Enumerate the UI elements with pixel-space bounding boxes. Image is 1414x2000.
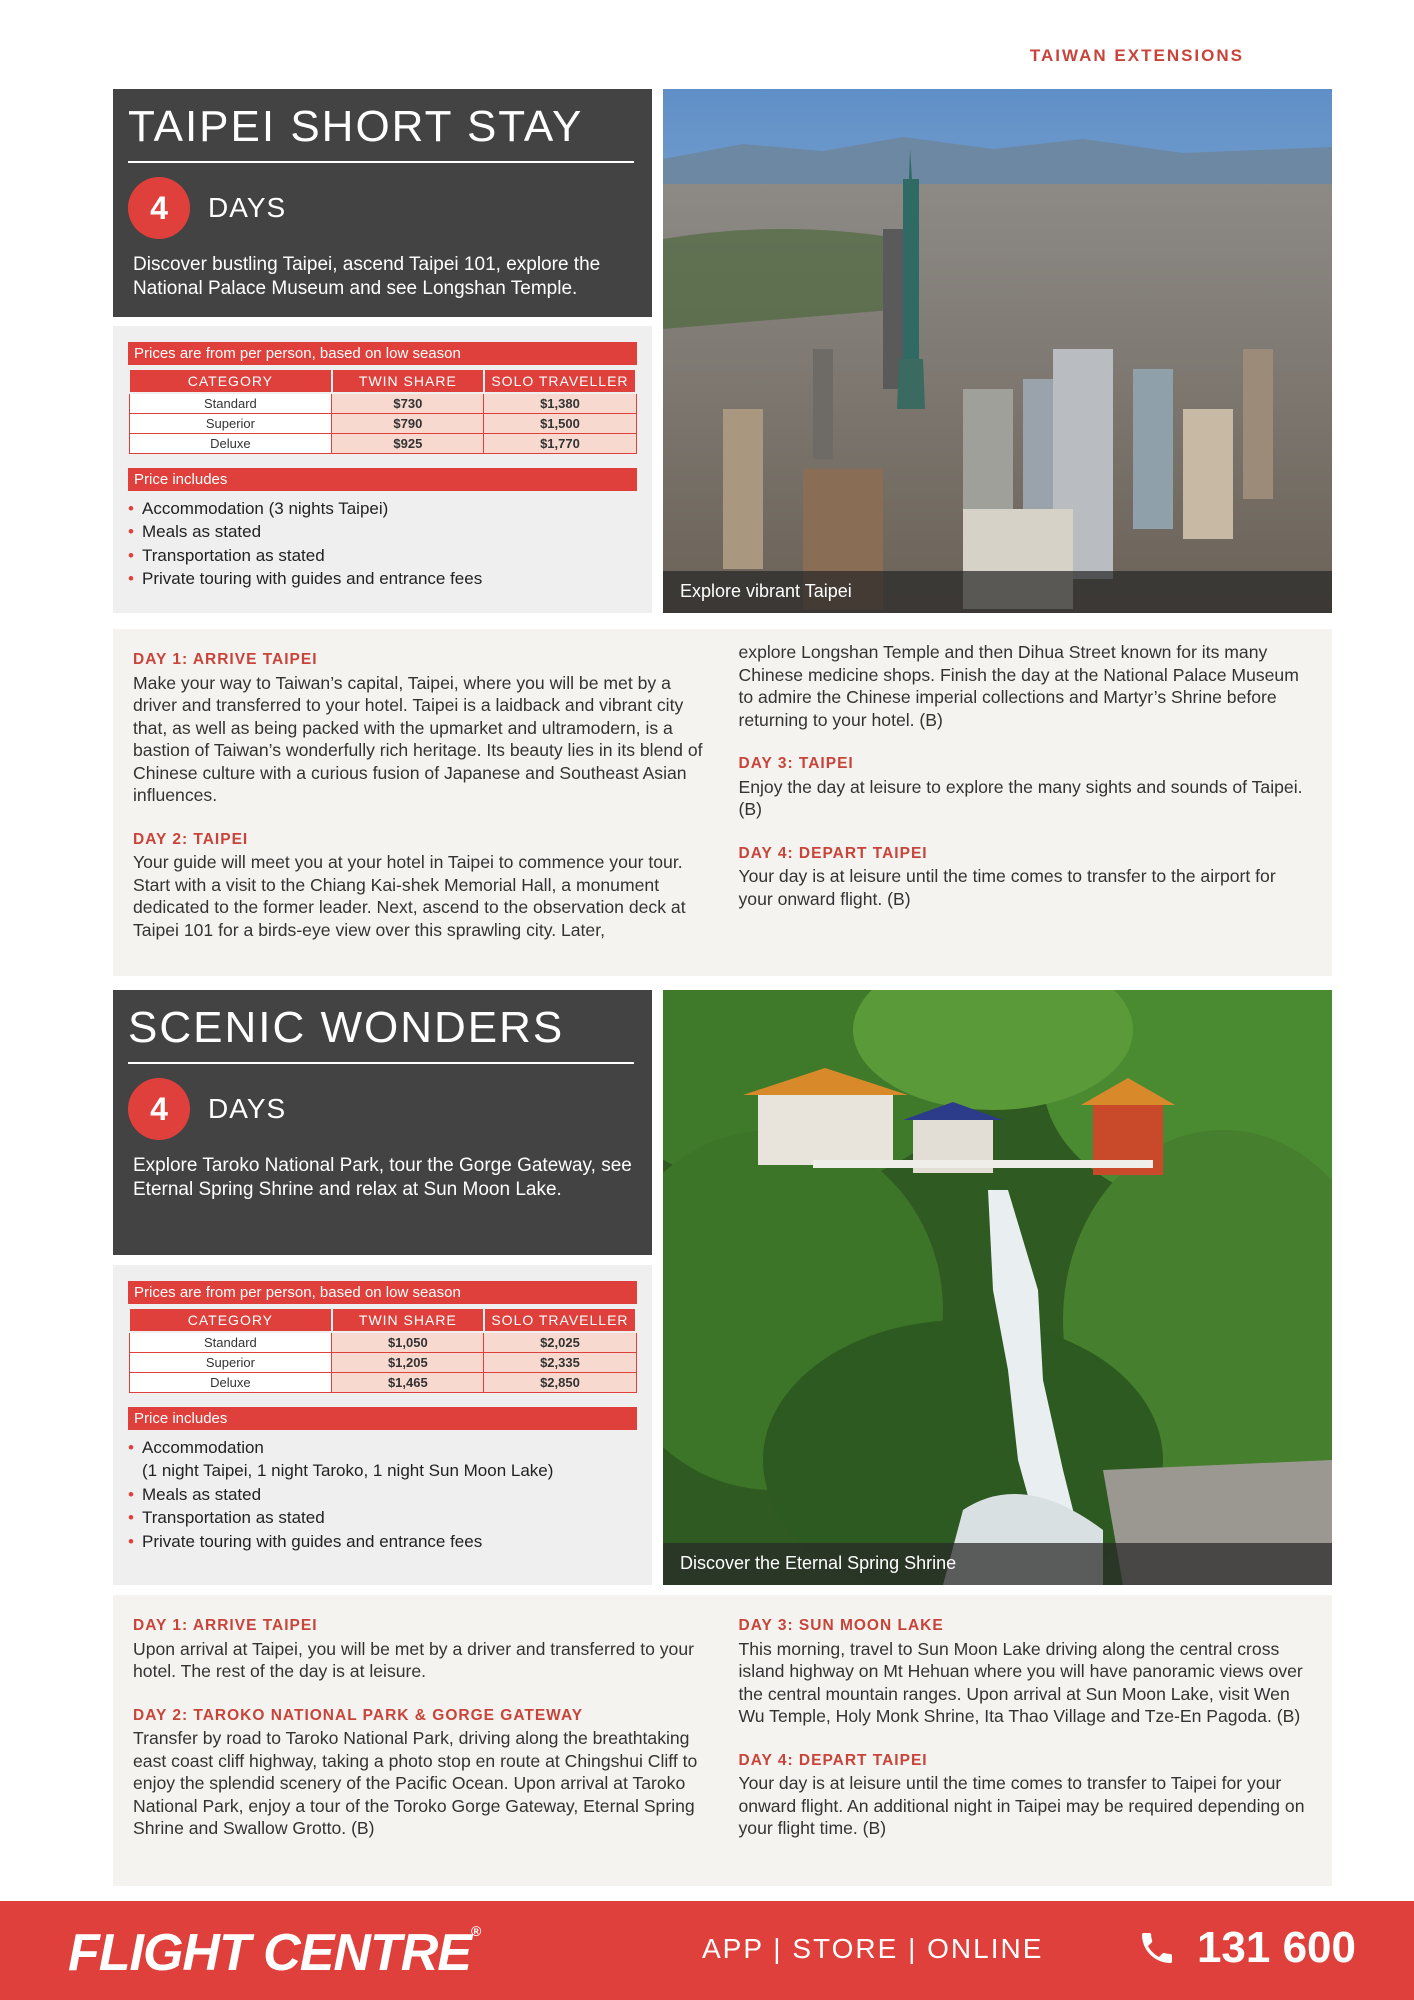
table-row: [129, 1332, 636, 1352]
table-header-row: [129, 369, 636, 393]
column-header: SOLO TRAVELLER: [484, 369, 636, 393]
trip1-itinerary: [113, 629, 1332, 976]
table-cell: $1,050: [332, 1332, 484, 1352]
phone-number: 131 600: [1196, 1923, 1356, 1972]
table-cell: $1,205: [332, 1352, 484, 1372]
column-header: SOLO TRAVELLER: [484, 1308, 636, 1332]
section-tag: TAIWAN EXTENSIONS: [1029, 46, 1244, 65]
itinerary-day: [739, 753, 1313, 821]
itinerary-column-left: [133, 1615, 723, 1866]
trip1-title: TAIPEI SHORT STAY: [128, 103, 634, 163]
phone-link[interactable]: [1137, 1923, 1356, 1973]
table-cell: $2,025: [484, 1332, 636, 1352]
trip1-days-label: DAYS: [208, 192, 287, 224]
column-header: CATEGORY: [129, 1308, 332, 1332]
list-item: • Meals as stated: [128, 520, 637, 544]
day-title: DAY 1: ARRIVE TAIPEI: [133, 1617, 318, 1634]
trip2-includes-header: Price includes: [128, 1407, 637, 1430]
day-title: DAY 4: DEPART TAIPEI: [738, 844, 928, 862]
trip2-header-panel: [113, 990, 652, 1255]
table-cell: $2,850: [484, 1372, 636, 1392]
trip1-price-header: Prices are from per person, based on low season: [128, 342, 637, 365]
itinerary-day-continued: [739, 641, 1313, 731]
trip2-photo: [663, 990, 1332, 1585]
trip2-photo-caption: Discover the Eternal Spring Shrine: [663, 1543, 1332, 1585]
brand-logo[interactable]: [68, 1923, 480, 1983]
list-item: • Meals as stated: [128, 1483, 637, 1507]
itinerary-column-left: [133, 649, 723, 956]
trip1-photo: [663, 89, 1332, 613]
trip2-price-table: [128, 1307, 637, 1393]
trip2-title: SCENIC WONDERS: [128, 1004, 634, 1064]
taipei-skyline-image: [663, 89, 1332, 613]
list-item: • Transportation as stated: [128, 1506, 637, 1530]
table-cell: Standard: [129, 393, 332, 413]
trip2-price-header: Prices are from per person, based on low season: [128, 1281, 637, 1304]
itinerary-column-right: [723, 1615, 1313, 1866]
table-cell: Superior: [129, 1352, 332, 1372]
table-cell: $790: [332, 413, 484, 433]
table-cell: Deluxe: [129, 433, 332, 453]
trip2-description: Explore Taroko National Park, tour the Gorge Gateway, see Eternal Spring Shrine and relax at Sun Moon Lake.: [133, 1155, 632, 1201]
table-cell: $1,770: [484, 433, 636, 453]
trip1-photo-caption: Explore vibrant Taipei: [663, 571, 1332, 613]
trip1-price-table: [128, 368, 637, 454]
phone-icon: [1137, 1928, 1177, 1968]
trip2-itinerary: [113, 1595, 1332, 1886]
table-cell: Superior: [129, 413, 332, 433]
table-cell: $1,500: [484, 413, 636, 433]
channels-text: APP | STORE | ONLINE: [702, 1933, 1044, 1964]
day-text: Your guide will meet you at your hotel in Taipei to commence your tour. Start with a visit to the Chiang Kai-shek Memorial Hall, a monument dedicated to the former leader. Next, ascend to the observation deck at Taipei 101 for a birds-eye view over this sprawling city. Later,: [133, 852, 686, 940]
day-title: DAY 1: ARRIVE TAIPEI: [133, 651, 318, 668]
trip1-includes-list: [128, 497, 637, 591]
list-item: • Transportation as stated: [128, 544, 637, 568]
table-row: [129, 1372, 636, 1392]
trip1-price-panel: [113, 326, 652, 613]
list-item: • Accommodation: [128, 1436, 637, 1460]
trip2-includes-list: [128, 1436, 637, 1554]
day-text: Your day is at leisure until the time comes to transfer to the airport for your onward flight. (B): [738, 866, 1276, 909]
table-row: [129, 1352, 636, 1372]
day-text: This morning, travel to Sun Moon Lake driving along the central cross island highway on Mt Hehuan where you will have panoramic views over the central mountain ranges. Upon arrival at Sun Moon Lake, visit Wen Wu Temple, Holy Monk Shrine, Ita Thao Village and Tze-En Pagoda. (B): [738, 1638, 1303, 1726]
itinerary-column-right: [723, 642, 1313, 956]
itinerary-day: [739, 843, 1313, 911]
list-item: • Private touring with guides and entrance fees: [128, 1530, 637, 1554]
trip1-description: Discover bustling Taipei, ascend Taipei 101, explore the National Palace Museum and see Longshan Temple.: [133, 254, 601, 300]
day-text: explore Longshan Temple and then Dihua Street known for its many Chinese medicine shops. Finish the day at the National Palace Museum to admire the Chinese imperial collections and Martyr’s Shrine before returning to your hotel. (B): [738, 642, 1299, 730]
table-row: [129, 393, 636, 413]
trip1-header-panel: [113, 89, 652, 317]
day-title: DAY 2: TAIPEI: [133, 830, 249, 848]
trip2-days-badge: 4: [128, 1078, 190, 1140]
day-title: DAY 3: TAIPEI: [738, 755, 854, 772]
trip2-price-panel: [113, 1265, 652, 1585]
list-item: • Private touring with guides and entrance fees: [128, 567, 637, 591]
itinerary-day: [133, 1615, 705, 1683]
table-cell: $2,335: [484, 1352, 636, 1372]
day-text: Make your way to Taiwan’s capital, Taipei, where you will be met by a driver and transferred to your hotel. Taipei is a laidback and vibrant city that, as well as being packed with the upmarket and ultramodern, is a bastion of Taiwan’s wonderfully rich heritage. Its beauty lies in its blend of Chinese culture with a curious fusion of Japanese and Southeast Asian influences.: [133, 672, 703, 805]
day-title: DAY 3: SUN MOON LAKE: [738, 1617, 944, 1634]
trip1-days-badge: 4: [128, 177, 190, 239]
list-item: (1 night Taipei, 1 night Taroko, 1 night Sun Moon Lake): [142, 1461, 554, 1480]
day-text: Your day is at leisure until the time comes to transfer to Taipei for your onward flight. An additional night in Taipei may be required depending on your flight time. (B): [738, 1773, 1305, 1838]
day-text: Enjoy the day at leisure to explore the many sights and sounds of Taipei. (B): [738, 776, 1303, 819]
table-row: [129, 413, 636, 433]
table-row: [129, 433, 636, 453]
trip2-days-row: [128, 1078, 634, 1140]
trip1-includes-header: Price includes: [128, 468, 637, 491]
day-text: Transfer by road to Taroko National Park, driving along the breathtaking east coast cliff highway, taking a photo stop en route at Chingshui Cliff to enjoy the splendid scenery of the Pacific Ocean. Upon arrival at Taroko National Park, enjoy a tour of the Toroko Gorge Gateway, Eternal Spring Shrine and Swallow Grotto. (B): [133, 1728, 698, 1838]
table-cell: Standard: [129, 1332, 332, 1352]
itinerary-day: [133, 829, 705, 942]
table-cell: $730: [332, 393, 484, 413]
itinerary-day: [739, 1750, 1313, 1840]
table-header-row: [129, 1308, 636, 1332]
table-cell: Deluxe: [129, 1372, 332, 1392]
column-header: TWIN SHARE: [332, 1308, 484, 1332]
eternal-spring-shrine-image: [663, 990, 1332, 1585]
column-header: CATEGORY: [129, 369, 332, 393]
registered-mark: ®: [470, 1923, 481, 1939]
table-cell: $1,465: [332, 1372, 484, 1392]
footer-bar: [0, 1901, 1414, 2000]
table-cell: $1,380: [484, 393, 636, 413]
day-text: Upon arrival at Taipei, you will be met by a driver and transferred to your hotel. The rest of the day is at leisure.: [133, 1638, 694, 1681]
trip1-days-row: [128, 177, 634, 239]
day-title: DAY 2: TAROKO NATIONAL PARK & GORGE GATEWAY: [133, 1706, 584, 1724]
column-header: TWIN SHARE: [332, 369, 484, 393]
itinerary-day: [133, 1705, 705, 1840]
list-item: • Accommodation (3 nights Taipei): [128, 497, 637, 521]
trip2-days-label: DAYS: [208, 1093, 287, 1125]
brand-name: FLIGHT CENTRE: [68, 1924, 471, 1982]
day-title: DAY 4: DEPART TAIPEI: [738, 1751, 928, 1769]
itinerary-day: [739, 1615, 1313, 1728]
table-cell: $925: [332, 433, 484, 453]
itinerary-day: [133, 649, 705, 807]
